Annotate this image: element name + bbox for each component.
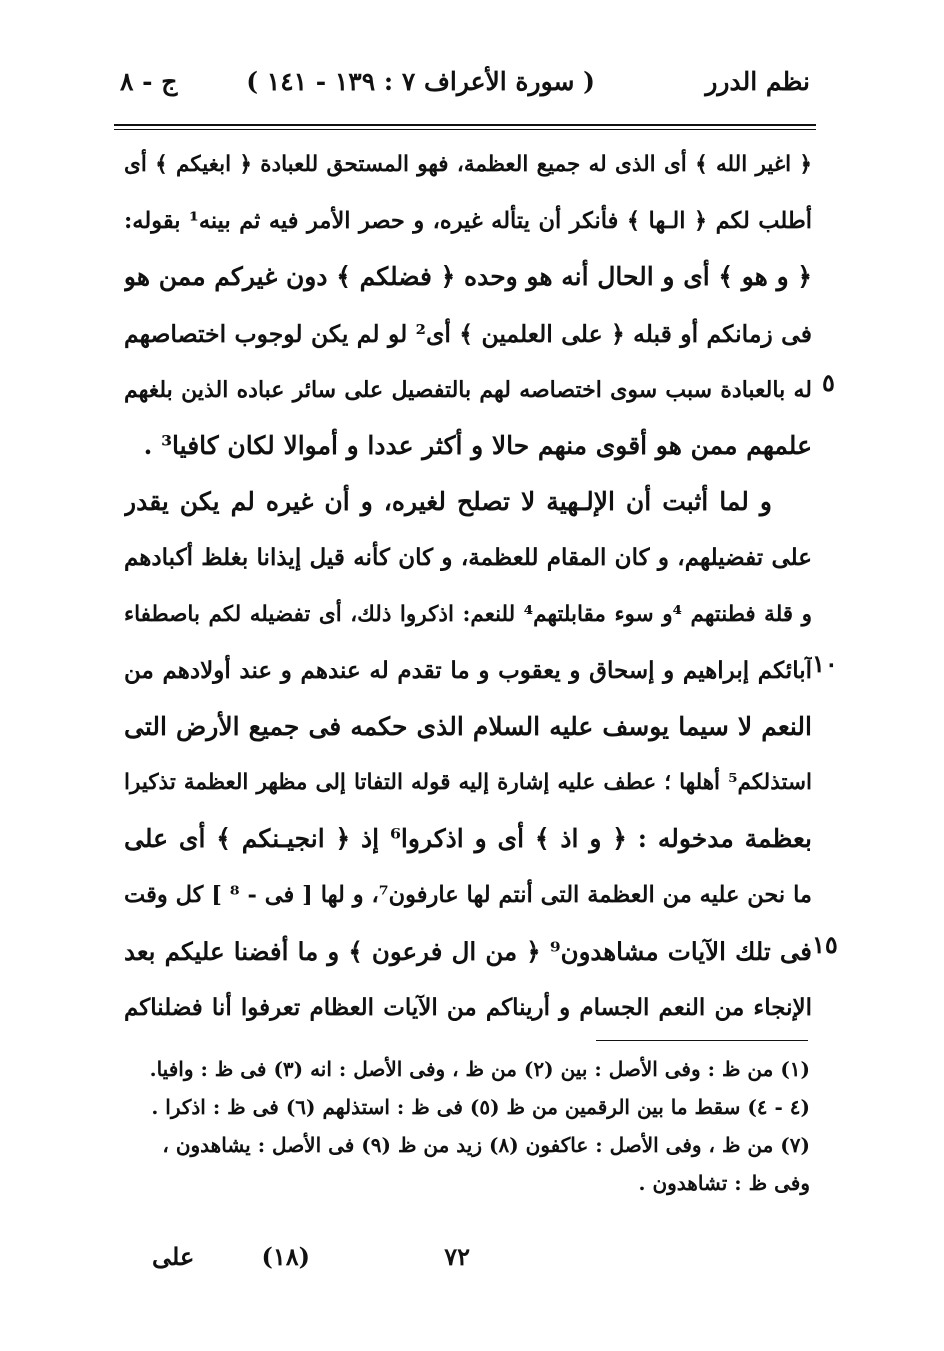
footnote-line: وفى ظ : تشاهدون .: [638, 1171, 810, 1195]
text-line: استذلكم⁵ أهلها ؛ عطف عليه إشارة إليه قوله التفاتا إلى مظهر العظمة تذكيرا: [124, 770, 812, 796]
footnote-rule: [596, 1040, 808, 1041]
text-line: و لما أثبت أن الإلـهية لا تصلح لغيره، و أن غيره لم يكن يقدر: [124, 487, 772, 517]
footnote-line: (٤ - ٤) سقط ما بين الرقمين من ظ (٥) فى ظ : استذلهم (٦) فى ظ : اذكرا .: [151, 1095, 810, 1119]
page-number: ٧٢: [444, 1242, 470, 1271]
text-line: علمهم ممن هو أقوى منهم حالا و أكثر عددا و أموالا لكان كافيا³ .: [143, 430, 812, 460]
text-line: النعم لا سيما يوسف عليه السلام الذى حكمه فى جميع الأرض التى: [124, 711, 812, 741]
header-rule-thin: [114, 129, 816, 130]
header-rule-thick: [114, 124, 816, 126]
page-footer: [120, 1237, 810, 1277]
text-line: الإنجاء من النعم الجسام و أريناكم من الآيات العظام تعرفوا أنا فضلناكم: [124, 993, 812, 1021]
text-line: له بالعبادة سبب سوى اختصاصه لهم بالتفصيل على سائر عباده الذين بلغهم: [124, 376, 812, 403]
text-line: ﴿ اغير الله ﴾ أى الذى له جميع العظمة، فهو المستحق للعبادة ﴿ ابغيكم ﴾ أى: [124, 152, 812, 177]
signature-mark: (١٨): [261, 1242, 310, 1271]
text-line: على تفضيلهم، و كان المقام للعظمة، و كان كأنه قيل إيذانا بغلظ أكبادهم: [124, 544, 812, 572]
surah-reference: ( سورة الأعراف ٧ : ١٣٩ - ١٤١ ): [246, 67, 595, 96]
text-line: ﴿ و هو ﴾ أى و الحال أنه هو وحده ﴿ فضلكم ﴾ دون غيركم ممن هو: [124, 262, 812, 292]
catchword: على: [152, 1242, 195, 1271]
text-line: آبائكم إبراهيم و إسحاق و يعقوب و ما تقدم له عندهم و عند أولادهم من: [124, 656, 812, 684]
text-line: فى زمانكم أو قبله ﴿ على العلمين ﴾ أى² لو لم يكن لوجوب اختصاصهم: [124, 319, 812, 348]
footnote-line: (٧) من ظ ، وفى الأصل : عاكفون (٨) زيد من ظ (٩) فى الأصل : يشاهدون ،: [162, 1133, 810, 1157]
line-number: ١٥: [812, 930, 838, 959]
footnote-line: (١) من ظ : وفى الأصل : بين (٢) من ظ ، وفى الأصل : انه (٣) فى ظ : وافيا.: [149, 1057, 810, 1081]
main-text: [124, 137, 812, 1036]
running-header: [120, 62, 810, 102]
footnotes: [120, 1050, 810, 1202]
text-line: بعظمة مدخوله : ﴿ و اذ ﴾ أى و اذكروا⁶ إذ ﴿ انجيـنكم ﴾ أى على: [124, 824, 812, 854]
text-line: و قلة فطنتهم ⁴و سوء مقابلتهم⁴ للنعم: اذكروا ذلك، أى تفضيله لكم باصطفاء: [124, 601, 812, 627]
line-number: ٥: [822, 368, 835, 397]
text-line: ما نحن عليه من العظمة التى أنتم لها عارفون⁷، و لها [ فى - ⁸ ] كل وقت: [124, 882, 812, 909]
text-line: أطلب لكم ﴿ الـها ﴾ فأنكر أن يتأله غيره، و حصر الأمر فيه ثم بينه¹ بقوله:: [124, 208, 812, 235]
book-title: نظم الدرر: [705, 67, 810, 96]
text-line: فى تلك الآيات مشاهدون⁹ ﴿ من ال فرعون ﴾ و ما أفضنا عليكم بعد: [124, 936, 812, 966]
volume-number: ج - ٨: [120, 67, 178, 96]
line-number: ١٠: [812, 649, 838, 678]
